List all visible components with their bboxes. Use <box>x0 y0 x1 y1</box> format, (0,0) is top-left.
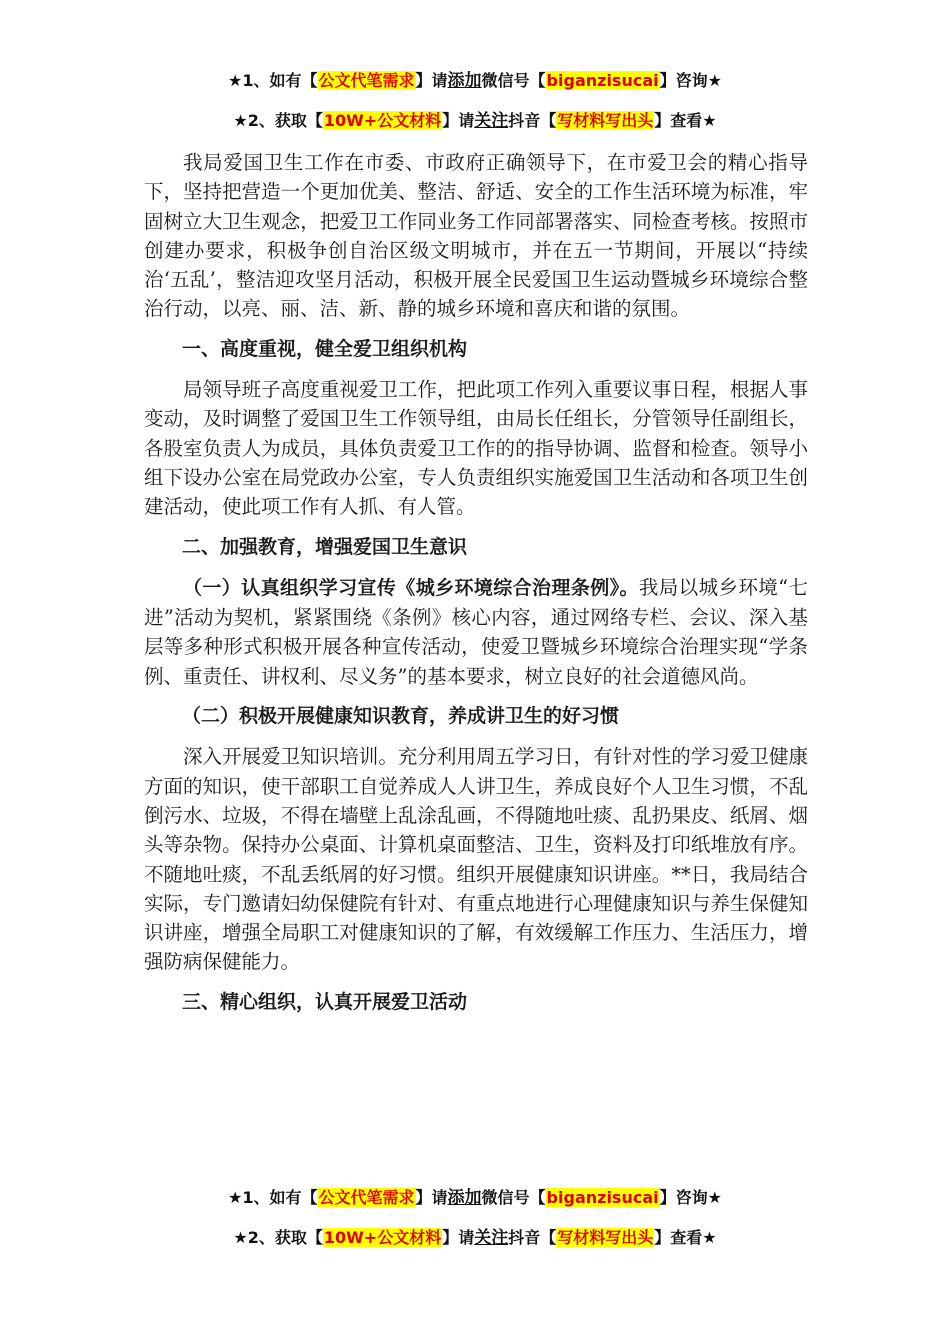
subsection-1-title: （一）认真组织学习宣传《城乡环境综合治理条例》。 <box>183 576 639 599</box>
underlined-word: 关注 <box>474 111 509 131</box>
top-banner-line-2 <box>0 110 950 132</box>
highlight-wechat-id: biganzisucai <box>546 1188 659 1207</box>
underlined-word: 添加 <box>447 1188 482 1208</box>
highlight-wechat-id: biganzisucai <box>546 71 659 90</box>
bottom-banner-line-1 <box>0 1187 950 1209</box>
banner-text: 】咨询★ <box>659 1188 722 1207</box>
banner-text: ★2、获取【 <box>233 111 323 130</box>
subsection-2-paragraph: 深入开展爱卫知识培训。充分利用周五学习日，有针对性的学习爱卫健康方面的知识，使干部职工自觉养成人人讲卫生，养成良好个人卫生习惯，不乱倒污水、垃圾，不得在墙壁上乱涂乱画，不得随地吐痰、乱扔果皮、纸屑、烟头等杂物。保持办公桌面、计算机桌面整洁、卫生，资料及打印纸堆放有序。不随地吐痰，不乱丢纸屑的好习惯。组织开展健康知识讲座。**日，我局结合实际，专门邀请妇幼保健院有针对、有重点地进行心理健康知识与养生保健知识讲座，增强全局职工对健康知识的了解，有效缓解工作压力、生活压力，增强防病保健能力。 <box>144 745 808 974</box>
banner-text: ★1、如有【 <box>228 1188 318 1207</box>
highlight-service: 公文代笔需求 <box>318 1188 415 1207</box>
section-1-paragraph: 局领导班子高度重视爱卫工作，把此项工作列入重要议事日程，根据人事变动，及时调整了爱国卫生工作领导组，由局长任组长，分管领导任副组长，各股室负责人为成员，具体负责爱卫工作的的指导协调、监督和检查。领导小组下设办公室在局党政办公室，专人负责组织实施爱国卫生活动和各项卫生创建活动，使此项工作有人抓、有人管。 <box>144 378 808 519</box>
section-heading-1: 一、高度重视，健全爱卫组织机构 <box>182 337 468 360</box>
banner-text: ★1、如有【 <box>228 71 318 90</box>
banner-text: 微信号【 <box>481 1188 546 1207</box>
highlight-materials: 10W+公文材料 <box>323 111 442 130</box>
banner-text: 】请 <box>415 1188 448 1207</box>
underlined-word: 添加 <box>447 71 482 91</box>
banner-text: 】请 <box>415 71 448 90</box>
highlight-douyin: 写材料写出头 <box>557 1228 654 1247</box>
banner-text: 】请 <box>442 111 475 130</box>
bottom-banner-line-2 <box>0 1227 950 1249</box>
banner-text: ★2、获取【 <box>233 1228 323 1247</box>
banner-text: 微信号【 <box>481 71 546 90</box>
highlight-materials: 10W+公文材料 <box>323 1228 442 1247</box>
underlined-word: 关注 <box>474 1228 509 1248</box>
banner-text: 】咨询★ <box>659 71 722 90</box>
banner-text: 抖音【 <box>508 111 557 130</box>
highlight-service: 公文代笔需求 <box>318 71 415 90</box>
document-body <box>144 148 808 1017</box>
subsection-1-body: 我局以城乡环境“七进”活动为契机，紧紧围绕《条例》核心内容，通过网络专栏、会议、深入基层等多种形式积极开展各种宣传活动，使爱卫暨城乡环境综合治理实现“学条例、重责任、讲权利、尽义务”的基本要求，树立良好的社会道德风尚。 <box>144 575 808 688</box>
top-banner-line-1 <box>0 70 950 92</box>
subsection-2-title: （二）积极开展健康知识教育，养成讲卫生的好习惯 <box>182 705 620 728</box>
banner-text: 】查看★ <box>654 1228 717 1247</box>
banner-text: 】请 <box>442 1228 475 1247</box>
section-heading-3: 三、精心组织，认真开展爱卫活动 <box>182 990 468 1013</box>
banner-text: 抖音【 <box>508 1228 557 1247</box>
section-heading-2: 二、加强教育，增强爱国卫生意识 <box>182 535 468 558</box>
banner-text: 】查看★ <box>654 111 717 130</box>
subsection-1-paragraph <box>144 573 808 691</box>
highlight-douyin: 写材料写出头 <box>557 111 654 130</box>
intro-paragraph: 我局爱国卫生工作在市委、市政府正确领导下，在市爱卫会的精心指导下，坚持把营造一个更加优美、整洁、舒适、安全的工作生活环境为标准，牢固树立大卫生观念，把爱卫工作同业务工作同部署落实、同检查考核。按照市创建办要求，积极争创自治区级文明城市，并在五一节期间，开展以“持续治‘五乱’，整洁迎攻坚月活动，积极开展全民爱国卫生运动暨城乡环境综合整治行动，以亮、丽、洁、新、静的城乡环境和喜庆和谐的氛围。 <box>144 151 808 321</box>
